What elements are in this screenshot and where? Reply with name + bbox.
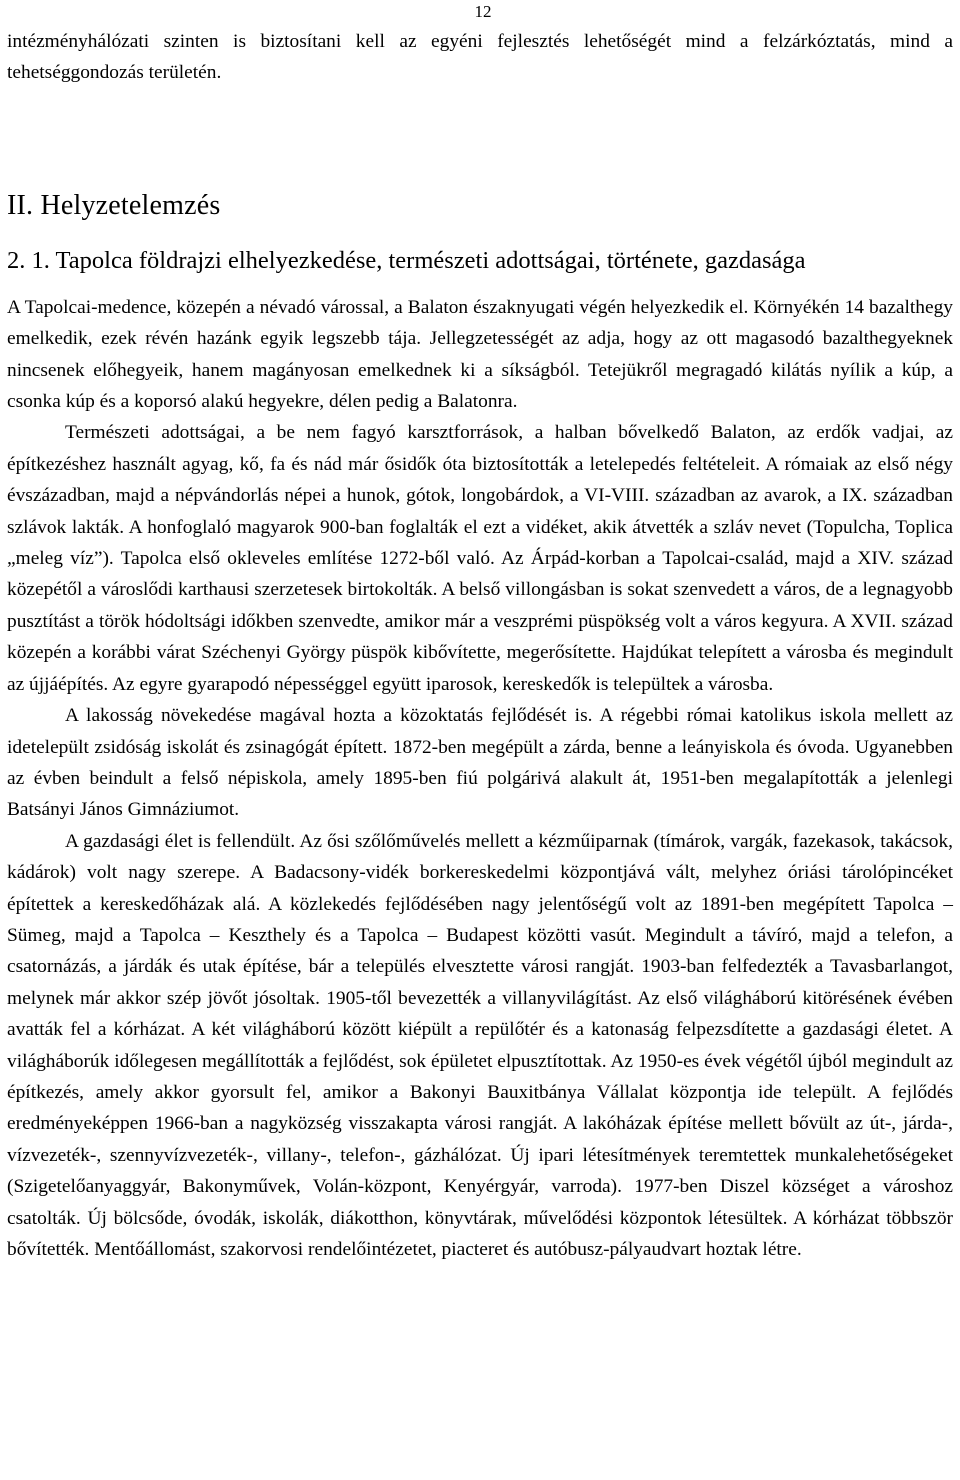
document-body [7, 26, 953, 1265]
paragraph-geography: A Tapolcai-medence, közepén a névadó várossal, a Balaton északnyugati végén helyezkedik el. Környékén 14 bazalthegy emelkedik, ezek révén hazánk egyik legszebb tája. Jellegzetességét az adja, hogy az ott magasodó bazalthegyeknek nincsenek előhegyeik, hanem magányosan emelkednek ki a síkságból. Tetejükről megragadó kilátás nyílik a kúp, a csonka kúp és a koporsó alakú hegyekre, délen pedig a Balatonra. [7, 296, 953, 413]
section-body [7, 292, 953, 1266]
intro-paragraph: intézményhálózati szinten is biztosítani kell az egyéni fejlesztés lehetőségét mind a felzárkóztatás, mind a tehetséggondozás területén. [7, 31, 953, 84]
section-title: 2. 1. Tapolca földrajzi elhelyezkedése, természeti adottságai, története, gazdasága [7, 246, 806, 274]
chapter-title: II. Helyzetelemzés [7, 189, 221, 221]
paragraph-economy: A gazdasági élet is fellendült. Az ősi szőlőművelés mellett a kézműiparnak (tímárok, vargák, fazekasok, takácsok, kádárok) volt nagy szerepe. A Badacsony-vidék borkereskedelmi központjává vált, melyhez óriási tárolópincéket építettek a kereskedőházak alá. A közlekedés fejlődésében nagy jelentőségű volt az 1891-ben megépített Tapolca – Sümeg, majd a Tapolca – Keszthely és a Tapolca – Budapest közötti vasút. Megindult a távíró, majd a telefon, a csatornázás, a járdák és utak építése, bár a település elvesztette városi rangját. 1903-ban felfedezték a Tavasbarlangot, melynek már akkor szép jövőt jósoltak. 1905-től bevezették a villanyvilágítást. Az első világháború kitörésének évében avatták fel a kórházat. A két világháború között kiépült a repülőtér és a katonaság felpezsdítette a gazdasági életet. A világháborúk időlegesen megállították a fejlődést, sok épületet elpusztítottak. Az 1950-es évek végétől újból megindult az építkezés, amely akkor gyorsult fel, amikor a Bakonyi Bauxitbánya Vállalat központja ide települt. A fejlődés eredményeképpen 1966-ban a nagyközség visszakapta városi rangját. A lakóházak építése mellett bővült az út-, járda-, vízvezeték-, szennyvízvezeték-, villany-, telefon-, gázhálózat. Új ipari létesítmények teremtettek munkalehetőségeket (Szigetelőanyaggyár, Bakonyművek, Volán-központ, Kenyérgyár, varroda). 1977-ben Diszel községet a városhoz csatolták. Új bölcsőde, óvodák, iskolák, diákotthon, könyvtárak, művelődési központok létesültek. A kórházat többször bővítették. Mentőállomást, szakorvosi rendelőintézetet, piacteret és autóbusz-pályaudvart hoztak létre. [7, 830, 953, 1260]
page-number: 12 [474, 2, 492, 21]
paragraph-history: Természeti adottságai, a be nem fagyó karsztforrások, a halban bővelkedő Balaton, az erdők vadjai, az építkezéshez használt agyag, kő, fa és nád már ősidők óta biztosították a letelepedés feltételeit. A rómaiak az első négy évszázadban, majd a népvándorlás népei a hunok, gótok, longobárdok, a VI-VIII. században az avarok, a IX. században szlávok lakták. A honfoglaló magyarok 900-ban foglalták el ezt a vidéket, akik átvették a szláv nevet (Topulcha, Toplica „meleg víz”). Tapolca első okleveles említése 1272-ből való. Az Árpád-korban a Tapolcai-család, majd a XIV. század közepétől a városlődi karthausi szerzetesek birtokolták. A belső villongásban is sokat szenvedett a város, de a legnagyobb pusztítást a török hódoltsági időkben szenvedte, amikor már a veszprémi püspökség volt a város kegyura. A XVII. század közepén a korábbi várat Széchenyi György püspök kibővítette, megerősítette. Hajdúkat telepített a városba és megindult az újjáépítés. Az egyre gyarapodó népességgel együtt iparosok, kereskedők is települtek a városba. [7, 422, 953, 695]
paragraph-education: A lakosság növekedése magával hozta a közoktatás fejlődését is. A régebbi római katolikus iskola mellett az idetelepült zsidóság iskolát és zsinagógát épített. 1872-ben megépült a zárda, benne a leányiskola és óvoda. Ugyanebben az évben beindult a felső népiskola, amely 1895-ben fiú polgárivá alakult át, 1951-ben megalapították a jelenlegi Batsányi János Gimnáziumot. [7, 705, 953, 821]
